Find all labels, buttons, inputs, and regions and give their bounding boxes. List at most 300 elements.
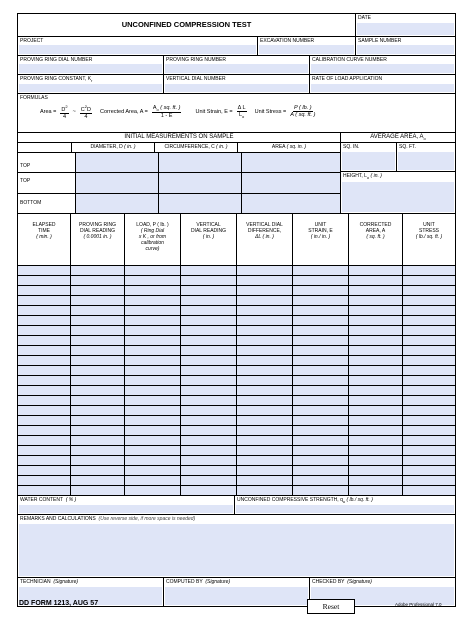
- formulas-label: FORMULAS: [20, 95, 48, 101]
- table-row: [18, 366, 455, 376]
- excavation-cell: [258, 37, 356, 55]
- excavation-field[interactable]: [259, 45, 354, 54]
- table-cell-field[interactable]: [125, 346, 181, 355]
- table-cell-field[interactable]: [18, 456, 71, 465]
- table-cell-field[interactable]: [349, 466, 403, 475]
- table-cell-field[interactable]: [293, 276, 349, 285]
- table-cell-field[interactable]: [125, 296, 181, 305]
- diameter-bottom-field[interactable]: [76, 194, 159, 213]
- table-cell-field[interactable]: [403, 336, 455, 345]
- table-cell-field[interactable]: [125, 406, 181, 415]
- measurement-row-top-2: [18, 173, 340, 193]
- area-operator: ~: [72, 108, 76, 115]
- table-cell-field[interactable]: [403, 306, 455, 315]
- data-table-header: [18, 214, 455, 266]
- table-row: [18, 486, 455, 495]
- table-cell-field[interactable]: [181, 366, 237, 375]
- table-cell-field[interactable]: [71, 286, 125, 295]
- water-content-cell: [18, 496, 235, 514]
- table-cell-field[interactable]: [293, 376, 349, 385]
- table-cell-field[interactable]: [349, 376, 403, 385]
- table-cell-field[interactable]: [18, 376, 71, 385]
- table-cell-field[interactable]: [349, 416, 403, 425]
- calibration-curve-field[interactable]: [311, 64, 454, 73]
- initial-measurements-header: INITIAL MEASUREMENTS ON SAMPLE: [124, 134, 234, 140]
- rate-of-load-field[interactable]: [311, 84, 454, 92]
- table-cell-field[interactable]: [125, 376, 181, 385]
- sq-ft-field[interactable]: [398, 152, 454, 170]
- sq-in-cell: [341, 143, 397, 171]
- column-header-2: [125, 214, 181, 265]
- table-cell-field[interactable]: [125, 486, 181, 495]
- table-row: [18, 436, 455, 446]
- table-cell-field[interactable]: [403, 346, 455, 355]
- table-cell-field[interactable]: [18, 356, 71, 365]
- area-header: AREA ( sq. in. ): [271, 144, 307, 150]
- table-cell-field[interactable]: [71, 326, 125, 335]
- table-cell-field[interactable]: [403, 486, 455, 495]
- sq-in-label: SQ. IN.: [343, 144, 360, 150]
- reset-button[interactable]: Reset: [307, 599, 355, 614]
- proving-ring-number-cell: [164, 56, 310, 74]
- ucs-field[interactable]: [236, 505, 454, 513]
- table-cell-field[interactable]: [403, 296, 455, 305]
- table-cell-field[interactable]: [71, 456, 125, 465]
- table-cell-field[interactable]: [71, 416, 125, 425]
- table-cell-field[interactable]: [18, 416, 71, 425]
- height-cell: [341, 172, 455, 213]
- area-bottom-field[interactable]: [242, 194, 340, 213]
- table-cell-field[interactable]: [18, 306, 71, 315]
- table-cell-field[interactable]: [125, 336, 181, 345]
- table-cell-field[interactable]: [237, 386, 293, 395]
- table-cell-field[interactable]: [349, 396, 403, 405]
- table-row: [18, 286, 455, 296]
- date-field[interactable]: [357, 23, 454, 35]
- table-row: [18, 406, 455, 416]
- table-cell-field[interactable]: [71, 346, 125, 355]
- column-header-text: ( 0.0001 in. ): [83, 234, 112, 240]
- table-cell-field[interactable]: [125, 416, 181, 425]
- column-header-text: ( in./ in. ): [310, 234, 331, 240]
- unit-strain-text: Unit Strain, E =: [195, 108, 233, 115]
- column-header-text: LOAD, P ( lb. ): [136, 222, 169, 228]
- table-cell-field[interactable]: [18, 486, 71, 495]
- table-cell-field[interactable]: [349, 296, 403, 305]
- table-cell-field[interactable]: [349, 326, 403, 335]
- table-cell-field[interactable]: [349, 266, 403, 275]
- table-cell-field[interactable]: [293, 266, 349, 275]
- water-content-label: WATER CONTENT ( % ): [20, 497, 77, 503]
- table-cell-field[interactable]: [125, 456, 181, 465]
- table-cell-field[interactable]: [237, 396, 293, 405]
- corrected-area-fraction: $\frac{A_o ( sq. ft. )}{1 - E}$: [152, 104, 181, 119]
- table-cell-field[interactable]: [349, 306, 403, 315]
- table-cell-field[interactable]: [349, 366, 403, 375]
- table-cell-field[interactable]: [349, 406, 403, 415]
- table-cell-field[interactable]: [349, 426, 403, 435]
- table-cell-field[interactable]: [125, 306, 181, 315]
- table-cell-field[interactable]: [237, 286, 293, 295]
- table-cell-field[interactable]: [403, 406, 455, 415]
- remarks-label: REMARKS AND CALCULATIONS (Use reverse side, if more space is needed): [20, 516, 196, 522]
- vertical-dial-cell: [164, 75, 310, 93]
- proving-ring-constant-label: PROVING RING CONSTANT, $K_r$: [20, 76, 93, 83]
- table-row: [18, 426, 455, 436]
- table-row: [18, 336, 455, 346]
- table-cell-field[interactable]: [18, 396, 71, 405]
- table-cell-field[interactable]: [181, 376, 237, 385]
- table-cell-field[interactable]: [18, 276, 71, 285]
- table-cell-field[interactable]: [237, 376, 293, 385]
- table-cell-field[interactable]: [125, 466, 181, 475]
- table-row: [18, 456, 455, 466]
- proving-ring-dial-field[interactable]: [19, 64, 162, 73]
- table-cell-field[interactable]: [181, 286, 237, 295]
- table-row: [18, 466, 455, 476]
- table-row: [18, 276, 455, 286]
- table-cell-field[interactable]: [403, 416, 455, 425]
- table-cell-field[interactable]: [18, 346, 71, 355]
- table-cell-field[interactable]: [18, 296, 71, 305]
- column-header-text: ( min. ): [36, 234, 52, 240]
- table-cell-field[interactable]: [125, 426, 181, 435]
- measurement-row-top-1: [18, 153, 340, 173]
- table-row: [18, 296, 455, 306]
- table-cell-field[interactable]: [293, 446, 349, 455]
- table-cell-field[interactable]: [18, 436, 71, 445]
- table-cell-field[interactable]: [181, 446, 237, 455]
- table-cell-field[interactable]: [71, 426, 125, 435]
- table-cell-field[interactable]: [403, 266, 455, 275]
- circumference-top-2-field[interactable]: [159, 173, 242, 192]
- table-cell-field[interactable]: [237, 276, 293, 285]
- table-cell-field[interactable]: [71, 436, 125, 445]
- average-area-values: [341, 143, 455, 172]
- table-cell-field[interactable]: [181, 316, 237, 325]
- table-cell-field[interactable]: [293, 426, 349, 435]
- table-cell-field[interactable]: [18, 386, 71, 395]
- circumference-header: CIRCUMFERENCE, C ( in. ): [155, 143, 238, 152]
- table-cell-field[interactable]: [237, 476, 293, 485]
- table-cell-field[interactable]: [71, 266, 125, 275]
- table-cell-field[interactable]: [71, 336, 125, 345]
- table-cell-field[interactable]: [71, 446, 125, 455]
- column-header-text: STRAIN, E: [308, 228, 333, 234]
- table-row: [18, 326, 455, 336]
- table-cell-field[interactable]: [349, 336, 403, 345]
- vertical-dial-field[interactable]: [165, 84, 308, 92]
- initial-measurements-header-cell: [18, 133, 341, 142]
- table-cell-field[interactable]: [403, 356, 455, 365]
- column-header-text: curve): [145, 246, 160, 252]
- table-cell-field[interactable]: [125, 316, 181, 325]
- sq-ft-label: SQ. FT.: [399, 144, 416, 150]
- table-cell-field[interactable]: [293, 286, 349, 295]
- table-cell-field[interactable]: [237, 316, 293, 325]
- table-cell-field[interactable]: [349, 456, 403, 465]
- area-top-2-field[interactable]: [242, 173, 340, 192]
- table-cell-field[interactable]: [125, 396, 181, 405]
- sq-ft-cell: [397, 143, 455, 171]
- table-cell-field[interactable]: [403, 396, 455, 405]
- table-cell-field[interactable]: [181, 306, 237, 315]
- water-content-field[interactable]: [19, 505, 233, 513]
- table-cell-field[interactable]: [237, 466, 293, 475]
- column-header-text: ( in. ): [202, 234, 215, 240]
- table-cell-field[interactable]: [18, 426, 71, 435]
- table-cell-field[interactable]: [293, 456, 349, 465]
- table-cell-field[interactable]: [403, 326, 455, 335]
- table-cell-field[interactable]: [293, 316, 349, 325]
- area-fraction-2: $\frac{C^2D}{4}$: [80, 104, 91, 120]
- table-cell-field[interactable]: [181, 456, 237, 465]
- table-cell-field[interactable]: [403, 436, 455, 445]
- table-cell-field[interactable]: [125, 356, 181, 365]
- table-cell-field[interactable]: [293, 476, 349, 485]
- circumference-bottom-field[interactable]: [159, 194, 242, 213]
- technician-label: TECHNICIAN (Signature): [20, 579, 79, 585]
- table-cell-field[interactable]: [125, 446, 181, 455]
- table-cell-field[interactable]: [349, 436, 403, 445]
- table-cell-field[interactable]: [237, 426, 293, 435]
- table-cell-field[interactable]: [349, 276, 403, 285]
- table-row: [18, 306, 455, 316]
- diameter-top-2-field[interactable]: [76, 173, 159, 192]
- table-cell-field[interactable]: [71, 396, 125, 405]
- circumference-top-1-field[interactable]: [159, 153, 242, 172]
- table-cell-field[interactable]: [181, 426, 237, 435]
- initial-measurements-col-headers: [18, 143, 340, 153]
- table-cell-field[interactable]: [181, 276, 237, 285]
- proving-ring-constant-cell: [18, 75, 164, 93]
- table-row: [18, 316, 455, 326]
- adobe-version: Adobe Professional 7.0: [395, 602, 442, 607]
- table-cell-field[interactable]: [293, 346, 349, 355]
- table-cell-field[interactable]: [181, 386, 237, 395]
- column-header-text: AREA, A: [365, 228, 386, 234]
- table-cell-field[interactable]: [125, 276, 181, 285]
- table-cell-field[interactable]: [18, 326, 71, 335]
- table-cell-field[interactable]: [403, 426, 455, 435]
- remarks-cell: [18, 515, 455, 577]
- table-row: [18, 386, 455, 396]
- column-header-1: [71, 214, 125, 265]
- table-cell-field[interactable]: [18, 286, 71, 295]
- table-cell-field[interactable]: [181, 436, 237, 445]
- project-cell: [18, 37, 258, 55]
- height-field[interactable]: [342, 182, 454, 212]
- table-row: [18, 346, 455, 356]
- table-cell-field[interactable]: [71, 366, 125, 375]
- table-cell-field[interactable]: [71, 476, 125, 485]
- table-cell-field[interactable]: [403, 466, 455, 475]
- table-cell-field[interactable]: [181, 396, 237, 405]
- table-cell-field[interactable]: [18, 366, 71, 375]
- table-cell-field[interactable]: [349, 386, 403, 395]
- column-header-text: TIME: [38, 228, 50, 234]
- table-cell-field[interactable]: [71, 316, 125, 325]
- table-cell-field[interactable]: [293, 406, 349, 415]
- table-cell-field[interactable]: [293, 486, 349, 495]
- table-cell-field[interactable]: [125, 286, 181, 295]
- table-cell-field[interactable]: [125, 366, 181, 375]
- column-header-text: UNIT: [314, 222, 327, 228]
- table-cell-field[interactable]: [71, 466, 125, 475]
- column-header-text: DIAL READING: [190, 228, 227, 234]
- table-cell-field[interactable]: [181, 466, 237, 475]
- table-row: [18, 376, 455, 386]
- table-cell-field[interactable]: [125, 476, 181, 485]
- table-cell-field[interactable]: [349, 286, 403, 295]
- table-cell-field[interactable]: [181, 336, 237, 345]
- remarks-field[interactable]: [19, 524, 454, 576]
- proving-ring-dial-label: PROVING RING DIAL NUMBER: [20, 57, 93, 63]
- table-cell-field[interactable]: [125, 386, 181, 395]
- table-cell-field[interactable]: [349, 486, 403, 495]
- proving-ring-constant-field[interactable]: [19, 84, 162, 92]
- rate-of-load-cell: [310, 75, 455, 93]
- table-cell-field[interactable]: [18, 336, 71, 345]
- column-header-text: ELAPSED: [32, 222, 56, 228]
- unit-stress-fraction: $\frac{P ( lb. )}{A ( sq. ft. )}$: [290, 105, 316, 119]
- table-cell-field[interactable]: [293, 306, 349, 315]
- table-cell-field[interactable]: [71, 306, 125, 315]
- checked-by-label: CHECKED BY (Signature): [312, 579, 372, 585]
- table-cell-field[interactable]: [293, 416, 349, 425]
- unit-stress-text: Unit Stress =: [254, 108, 287, 115]
- table-cell-field[interactable]: [18, 266, 71, 275]
- table-cell-field[interactable]: [293, 366, 349, 375]
- table-cell-field[interactable]: [18, 476, 71, 485]
- table-cell-field[interactable]: [349, 356, 403, 365]
- column-header-text: ( Ring Dial: [140, 228, 165, 234]
- table-cell-field[interactable]: [403, 276, 455, 285]
- table-cell-field[interactable]: [293, 386, 349, 395]
- project-field[interactable]: [19, 45, 256, 54]
- table-row: [18, 396, 455, 406]
- table-cell-field[interactable]: [237, 296, 293, 305]
- table-row: [18, 266, 455, 276]
- table-cell-field[interactable]: [403, 316, 455, 325]
- column-header-text: STRESS: [418, 228, 439, 234]
- table-cell-field[interactable]: [293, 396, 349, 405]
- table-cell-field[interactable]: [237, 326, 293, 335]
- column-header-text: ( sq. ft. ): [366, 234, 385, 240]
- table-cell-field[interactable]: [349, 476, 403, 485]
- ucs-label: UNCONFINED COMPRESSIVE STRENGTH, $q_u$ ( lb./ sq. ft. ): [237, 497, 373, 504]
- unit-strain-fraction: $\frac{\text{Δ L}}{L_o}$: [237, 104, 246, 119]
- column-header-text: VERTICAL DIAL: [246, 222, 283, 228]
- table-cell-field[interactable]: [403, 376, 455, 385]
- table-cell-field[interactable]: [237, 346, 293, 355]
- corrected-area-text: Corrected Area, A =: [100, 108, 148, 115]
- column-header-6: [349, 214, 403, 265]
- table-cell-field[interactable]: [349, 316, 403, 325]
- table-cell-field[interactable]: [237, 436, 293, 445]
- table-cell-field[interactable]: [181, 346, 237, 355]
- table-cell-field[interactable]: [125, 266, 181, 275]
- data-table-body: [18, 266, 455, 496]
- table-cell-field[interactable]: [18, 466, 71, 475]
- proving-ring-number-field[interactable]: [165, 64, 308, 73]
- table-cell-field[interactable]: [237, 266, 293, 275]
- table-cell-field[interactable]: [403, 366, 455, 375]
- table-cell-field[interactable]: [293, 356, 349, 365]
- table-cell-field[interactable]: [349, 446, 403, 455]
- computed-by-field[interactable]: [165, 587, 308, 605]
- table-cell-field[interactable]: [71, 406, 125, 415]
- column-header-text: x K , or from: [138, 234, 167, 240]
- table-cell-field[interactable]: [71, 276, 125, 285]
- table-cell-field[interactable]: [181, 266, 237, 275]
- table-cell-field[interactable]: [349, 346, 403, 355]
- table-cell-field[interactable]: [403, 386, 455, 395]
- table-cell-field[interactable]: [403, 476, 455, 485]
- table-cell-field[interactable]: [71, 296, 125, 305]
- column-header-text: VERTICAL: [196, 222, 221, 228]
- table-cell-field[interactable]: [181, 296, 237, 305]
- table-cell-field[interactable]: [237, 406, 293, 415]
- table-cell-field[interactable]: [71, 486, 125, 495]
- table-cell-field[interactable]: [18, 446, 71, 455]
- table-cell-field[interactable]: [293, 336, 349, 345]
- rate-of-load-label: RATE OF LOAD APPLICATION: [312, 76, 383, 82]
- table-cell-field[interactable]: [181, 416, 237, 425]
- table-cell-field[interactable]: [71, 376, 125, 385]
- table-cell-field[interactable]: [237, 416, 293, 425]
- area-top-1-field[interactable]: [242, 153, 340, 172]
- table-cell-field[interactable]: [293, 436, 349, 445]
- table-cell-field[interactable]: [71, 356, 125, 365]
- table-cell-field[interactable]: [125, 326, 181, 335]
- table-cell-field[interactable]: [403, 446, 455, 455]
- table-cell-field[interactable]: [181, 486, 237, 495]
- table-cell-field[interactable]: [71, 386, 125, 395]
- sample-field[interactable]: [357, 45, 454, 54]
- diameter-header: DIAMETER, D ( in. ): [72, 143, 155, 152]
- table-cell-field[interactable]: [293, 326, 349, 335]
- table-cell-field[interactable]: [181, 356, 237, 365]
- table-cell-field[interactable]: [237, 446, 293, 455]
- form-title: UNCONFINED COMPRESSION TEST: [121, 20, 252, 29]
- average-area-header-cell: [341, 133, 455, 142]
- table-cell-field[interactable]: [293, 466, 349, 475]
- diameter-top-1-field[interactable]: [76, 153, 159, 172]
- initial-measurements-table: [18, 143, 341, 213]
- formulas-content: [18, 102, 455, 120]
- table-cell-field[interactable]: [18, 316, 71, 325]
- table-cell-field[interactable]: [181, 406, 237, 415]
- table-cell-field[interactable]: [237, 366, 293, 375]
- table-cell-field[interactable]: [237, 486, 293, 495]
- average-area-header: AVERAGE AREA, $A_o$: [370, 134, 426, 142]
- average-area-block: [341, 143, 455, 213]
- table-cell-field[interactable]: [237, 336, 293, 345]
- table-cell-field[interactable]: [237, 356, 293, 365]
- date-cell: [356, 14, 455, 36]
- sq-in-field[interactable]: [342, 152, 395, 170]
- table-cell-field[interactable]: [403, 456, 455, 465]
- table-cell-field[interactable]: [181, 476, 237, 485]
- table-cell-field[interactable]: [237, 306, 293, 315]
- table-cell-field[interactable]: [181, 326, 237, 335]
- table-cell-field[interactable]: [403, 286, 455, 295]
- table-cell-field[interactable]: [237, 456, 293, 465]
- table-cell-field[interactable]: [18, 406, 71, 415]
- table-cell-field[interactable]: [293, 296, 349, 305]
- table-cell-field[interactable]: [125, 436, 181, 445]
